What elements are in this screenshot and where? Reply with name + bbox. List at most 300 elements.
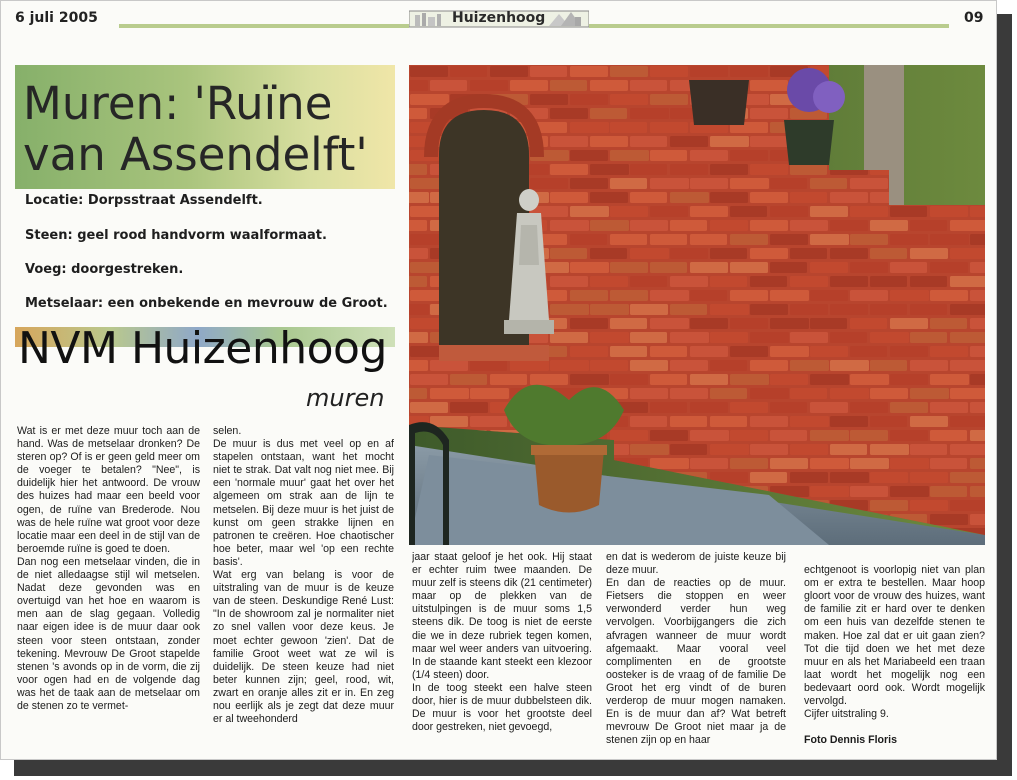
brick — [610, 206, 648, 217]
brick — [930, 262, 968, 273]
brick — [490, 66, 528, 77]
brick — [430, 360, 468, 371]
brick — [890, 234, 928, 245]
brick — [590, 220, 629, 231]
brick — [850, 206, 888, 217]
brick — [830, 248, 868, 259]
brick — [730, 262, 768, 273]
brick — [550, 164, 588, 175]
brick — [670, 388, 708, 399]
brick — [590, 248, 627, 259]
meta-voeg: Voeg: doorgestreken. — [25, 262, 184, 277]
brick — [810, 206, 848, 217]
niche-shelf — [439, 345, 549, 361]
brick — [650, 150, 687, 161]
article-column-1: Wat is er met deze muur toch aan de hand. Was de metselaar dronken? De steren op? Of is er geen geld meer om de voeger te betalen? "Nee", is duidelijk hier het antwoord. De vrouw des huizes had maar een beeld voor ogen, de ruïne van Brederode. Nou was de hele ruïne wat groot voor deze locatie maar een deel in de stijl van de beroemde ruïne is goed te doen. Dan nog een metselaar vinden, die in de niet alledaagse stijl wil metselen. Nadat deze gevonden was en overtuigd van het hoe en waarom is men aan de slag gegaan. Volledig naar eigen idee is de muur daar ook steen voor steen ontstaan, zonder tekening. Mevrouw De Groot stapelde stenen 's avonds op in de vorm, die zij voor ogen had en de volgende dag was het de taak aan de metselaar om de stenen zo te vermet- — [17, 425, 200, 712]
brick — [630, 192, 667, 203]
brick — [650, 430, 688, 441]
brick — [870, 276, 907, 287]
brick — [690, 458, 728, 469]
meta-locatie: Locatie: Dorpsstraat Assendelft. — [25, 193, 263, 208]
brick — [570, 262, 609, 273]
brick — [830, 220, 868, 231]
brick — [810, 178, 847, 189]
brick — [750, 192, 788, 203]
brick — [970, 402, 985, 413]
brick — [870, 472, 908, 483]
brick — [450, 66, 487, 77]
brick — [550, 220, 589, 231]
brick — [670, 192, 709, 203]
article-column-4: en dat is wederom de juiste keuze bij deze muur. En dan de reacties op de muur. Fietsers die stoppen en weer verwonderd verder hun weg vervolgen. Voorbijgangers die zich afvragen wanneer de muur wordt afgemaakt. Maar vooral veel complimenten en de grootste oosteker is de vraag of de familie De Groot het erg vindt of de buren verderop de muur mogen namaken. En is de muur dan af? Wat betreft mevrouw De Groot niet maar ja de stenen zijn op en haar — [606, 551, 786, 747]
brick — [470, 416, 507, 427]
brick — [870, 304, 907, 315]
brick — [850, 486, 888, 497]
brand-name: Huizenhoog — [452, 10, 546, 26]
brick — [690, 178, 728, 189]
brick — [690, 402, 728, 413]
brick — [950, 500, 985, 511]
article-title-line-1: Muren: 'Ruïne — [23, 77, 333, 130]
brick — [790, 276, 828, 287]
brick — [810, 234, 849, 245]
brick — [790, 360, 829, 371]
brick — [830, 472, 869, 483]
brick — [850, 262, 888, 273]
brick — [930, 234, 969, 245]
brick — [570, 66, 608, 77]
brick — [790, 304, 828, 315]
brick — [670, 332, 709, 343]
brick — [570, 150, 608, 161]
brick — [870, 332, 909, 343]
brick — [950, 220, 985, 231]
brick — [409, 276, 427, 287]
brick — [770, 206, 808, 217]
brick — [750, 136, 788, 147]
brick — [409, 192, 429, 203]
brick — [750, 304, 788, 315]
brick — [850, 290, 888, 301]
brick — [910, 500, 948, 511]
brick — [810, 262, 848, 273]
brick — [950, 360, 985, 371]
article-column-5-text: echtgenoot is voorlopig niet van plan om er extra te bestellen. Maar hoop gloort voor de vrouw des huizes, want de familie zit er hard over te denken om een huis van dezelfde stenen te maken. Hoe zal dat er uit gaan zien? Tot die tijd doen we het met deze muur en als het Mariabeeld een traan laat wordt het mogelijk nog een bedevaart oord ook. Wordt mogelijk vervolgd. Cijfer uitstraling 9. — [804, 564, 985, 721]
brick — [730, 402, 768, 413]
brick — [630, 164, 667, 175]
brick — [610, 150, 649, 161]
brick — [930, 206, 968, 217]
brick — [430, 80, 467, 91]
brick — [890, 262, 927, 273]
brick — [950, 248, 985, 259]
header-rule-left — [119, 24, 409, 28]
brick — [750, 108, 788, 119]
brick — [790, 192, 827, 203]
brick — [870, 220, 908, 231]
brick — [770, 290, 809, 301]
brick — [970, 234, 985, 245]
brick — [650, 234, 687, 245]
brick — [930, 458, 967, 469]
brick — [409, 108, 427, 119]
brick — [710, 444, 749, 455]
brick — [610, 66, 648, 77]
article-title-line-2: van Assendelft' — [23, 128, 368, 181]
brick — [930, 430, 967, 441]
brick — [550, 80, 587, 91]
brick — [750, 276, 787, 287]
brick — [590, 164, 629, 175]
brick — [930, 346, 968, 357]
brick — [570, 94, 608, 105]
brick — [930, 374, 969, 385]
brick — [470, 80, 508, 91]
brick — [410, 94, 449, 105]
brick — [750, 220, 788, 231]
brick — [770, 178, 807, 189]
brick — [670, 360, 708, 371]
brick — [770, 430, 807, 441]
brick — [630, 108, 669, 119]
brick — [850, 178, 888, 189]
brick — [850, 234, 888, 245]
brick — [930, 486, 967, 497]
brick — [690, 262, 728, 273]
brick — [790, 248, 827, 259]
brick — [710, 248, 747, 259]
brick — [409, 80, 428, 91]
brick — [950, 276, 985, 287]
section-title: NVM Huizenhoog — [18, 323, 387, 374]
brick — [610, 94, 648, 105]
brick — [670, 416, 707, 427]
brick — [590, 304, 629, 315]
brick — [810, 402, 848, 413]
brick — [450, 402, 488, 413]
brick — [730, 206, 767, 217]
brick — [710, 164, 748, 175]
brick — [630, 276, 667, 287]
brick — [530, 178, 568, 189]
brick — [610, 178, 647, 189]
brick — [670, 276, 708, 287]
brick — [590, 136, 628, 147]
brick — [610, 430, 648, 441]
brick — [810, 458, 849, 469]
brick — [650, 178, 689, 189]
brick — [910, 472, 948, 483]
brick — [610, 122, 647, 133]
brick-wall-illustration — [409, 65, 985, 545]
brick — [890, 430, 928, 441]
brick — [570, 206, 609, 217]
brick — [870, 416, 907, 427]
brick — [670, 248, 708, 259]
brick — [710, 332, 748, 343]
brick — [910, 388, 949, 399]
brick — [470, 388, 509, 399]
brick — [590, 360, 628, 371]
brick — [630, 360, 668, 371]
brick — [630, 248, 669, 259]
brick — [870, 388, 908, 399]
brick — [430, 388, 469, 399]
brick — [650, 94, 688, 105]
brick — [970, 514, 985, 525]
brick — [550, 360, 589, 371]
brick — [750, 360, 788, 371]
brick — [790, 164, 827, 175]
brick — [770, 346, 809, 357]
brick — [830, 388, 869, 399]
brick — [730, 430, 768, 441]
brick — [409, 248, 428, 259]
brick — [690, 346, 728, 357]
brick — [590, 192, 628, 203]
brick — [910, 332, 947, 343]
brick — [970, 430, 985, 441]
brick — [770, 318, 809, 329]
brick — [830, 444, 867, 455]
brick — [730, 458, 768, 469]
brick — [570, 234, 607, 245]
brick — [870, 360, 907, 371]
brick — [730, 374, 769, 385]
brick — [890, 346, 928, 357]
brick — [570, 374, 609, 385]
meta-steen: Steen: geel rood handvorm waalformaat. — [25, 228, 327, 243]
brick — [610, 318, 647, 329]
brick — [970, 318, 985, 329]
brick — [710, 388, 747, 399]
brick — [710, 304, 749, 315]
photo-credit: Foto Dennis Floris — [804, 734, 897, 747]
brick — [650, 122, 688, 133]
brick — [830, 276, 868, 287]
brick — [730, 150, 768, 161]
brick — [790, 332, 828, 343]
brick — [770, 234, 808, 245]
brick — [690, 374, 728, 385]
brick — [930, 318, 967, 329]
brick — [750, 80, 788, 91]
brick — [570, 122, 609, 133]
brick — [950, 388, 985, 399]
brick — [910, 248, 948, 259]
brick — [790, 444, 828, 455]
brick — [610, 346, 647, 357]
brick — [670, 444, 707, 455]
brick — [409, 164, 427, 175]
brick — [850, 458, 889, 469]
brick — [790, 388, 827, 399]
brick — [650, 458, 689, 469]
brick — [409, 332, 428, 343]
brick — [750, 472, 787, 483]
issue-date: 6 juli 2005 — [15, 10, 98, 26]
brick — [910, 416, 948, 427]
brick — [890, 206, 927, 217]
brick — [710, 276, 747, 287]
brick — [590, 80, 628, 91]
brick — [970, 206, 985, 217]
brick — [830, 416, 868, 427]
brick — [450, 374, 487, 385]
brick — [610, 374, 648, 385]
brick — [870, 444, 909, 455]
brick — [890, 374, 928, 385]
article-column-5 — [804, 551, 985, 755]
brick — [750, 388, 789, 399]
brick — [650, 374, 687, 385]
brick — [690, 206, 728, 217]
brick — [630, 444, 669, 455]
brick — [910, 304, 947, 315]
brick — [710, 360, 747, 371]
brick — [690, 430, 729, 441]
brick — [930, 402, 968, 413]
brick — [910, 360, 948, 371]
brick — [630, 80, 667, 91]
brick — [510, 80, 548, 91]
brick — [730, 290, 768, 301]
brick — [730, 234, 768, 245]
brick — [409, 388, 427, 399]
brick — [750, 332, 789, 343]
brick — [550, 192, 588, 203]
brick — [630, 388, 668, 399]
brick — [630, 304, 668, 315]
brick — [650, 318, 689, 329]
brick — [770, 374, 808, 385]
brick — [630, 136, 667, 147]
brick — [710, 220, 748, 231]
brick — [409, 220, 427, 231]
brick — [910, 220, 947, 231]
brick — [670, 164, 708, 175]
brick — [910, 444, 947, 455]
brick — [470, 360, 507, 371]
page-number: 09 — [964, 10, 984, 26]
brick — [570, 290, 608, 301]
brick — [970, 486, 985, 497]
brick — [530, 374, 568, 385]
brick — [650, 66, 688, 77]
brick — [690, 150, 728, 161]
brick — [690, 290, 727, 301]
brick — [550, 136, 588, 147]
brick — [710, 192, 748, 203]
brick — [670, 136, 708, 147]
brick — [650, 402, 687, 413]
brick — [870, 248, 907, 259]
brick — [550, 332, 588, 343]
brick — [409, 304, 429, 315]
brick — [690, 234, 727, 245]
brick — [970, 374, 985, 385]
brick — [770, 262, 807, 273]
brick — [970, 290, 985, 301]
brick — [550, 108, 588, 119]
brick — [810, 374, 849, 385]
brick — [650, 290, 689, 301]
brick — [790, 220, 828, 231]
brick — [409, 136, 427, 147]
brick — [950, 332, 985, 343]
brick — [670, 304, 707, 315]
brick — [550, 276, 588, 287]
brick — [690, 318, 728, 329]
brick — [750, 444, 788, 455]
brick — [970, 458, 985, 469]
brick — [910, 276, 947, 287]
brick — [770, 402, 807, 413]
brick — [610, 234, 647, 245]
brick — [890, 318, 928, 329]
brick — [650, 346, 687, 357]
brick — [730, 318, 768, 329]
brick — [530, 94, 568, 105]
brick — [950, 444, 985, 455]
brick — [590, 332, 629, 343]
brick — [930, 514, 968, 525]
brick — [850, 346, 887, 357]
brick — [970, 262, 985, 273]
brick — [790, 472, 828, 483]
brick — [730, 346, 768, 357]
brick — [490, 374, 527, 385]
brick — [630, 332, 667, 343]
brick — [810, 346, 848, 357]
brick — [890, 290, 929, 301]
brick — [590, 276, 628, 287]
brick — [750, 164, 788, 175]
brick — [570, 178, 608, 189]
brick — [810, 430, 849, 441]
brick — [790, 416, 829, 427]
brick — [830, 304, 868, 315]
brick — [830, 192, 868, 203]
section-subtitle: muren — [306, 384, 385, 412]
brick — [430, 416, 468, 427]
brick — [510, 360, 549, 371]
brick — [610, 262, 648, 273]
brick — [690, 66, 728, 77]
article-column-3: jaar staat geloof je het ook. Hij staat er echter ruim twee maanden. De muur zelf is steens dik (21 centimeter) maar op de plekken van de uitstulpingen is de muur soms 1,5 steens dik. De toog is niet de eerste die we in deze rubriek tegen komen, maar wel weer anders van uitvoering. In de staande kant steekt een klezoor (1/4 steen) door. In de toog steekt een halve steen door, hier is de muur dubbelsteen dik. De muur is voor het grootste deel door gestreken, niet gevoegd, — [412, 551, 592, 734]
brick — [770, 458, 808, 469]
brick-wall-photo — [409, 65, 985, 545]
brick — [830, 360, 869, 371]
brick — [550, 248, 587, 259]
brick — [850, 318, 887, 329]
brick — [410, 402, 448, 413]
brick — [950, 472, 985, 483]
brick — [530, 66, 567, 77]
brick — [570, 346, 608, 357]
brick — [950, 304, 985, 315]
brick — [850, 430, 888, 441]
brick — [890, 458, 929, 469]
brick — [710, 136, 749, 147]
header-rule-right — [589, 24, 949, 28]
brick — [750, 416, 788, 427]
brick — [630, 416, 667, 427]
brick — [890, 486, 929, 497]
brick — [850, 374, 889, 385]
brick — [650, 262, 687, 273]
brick — [730, 66, 768, 77]
